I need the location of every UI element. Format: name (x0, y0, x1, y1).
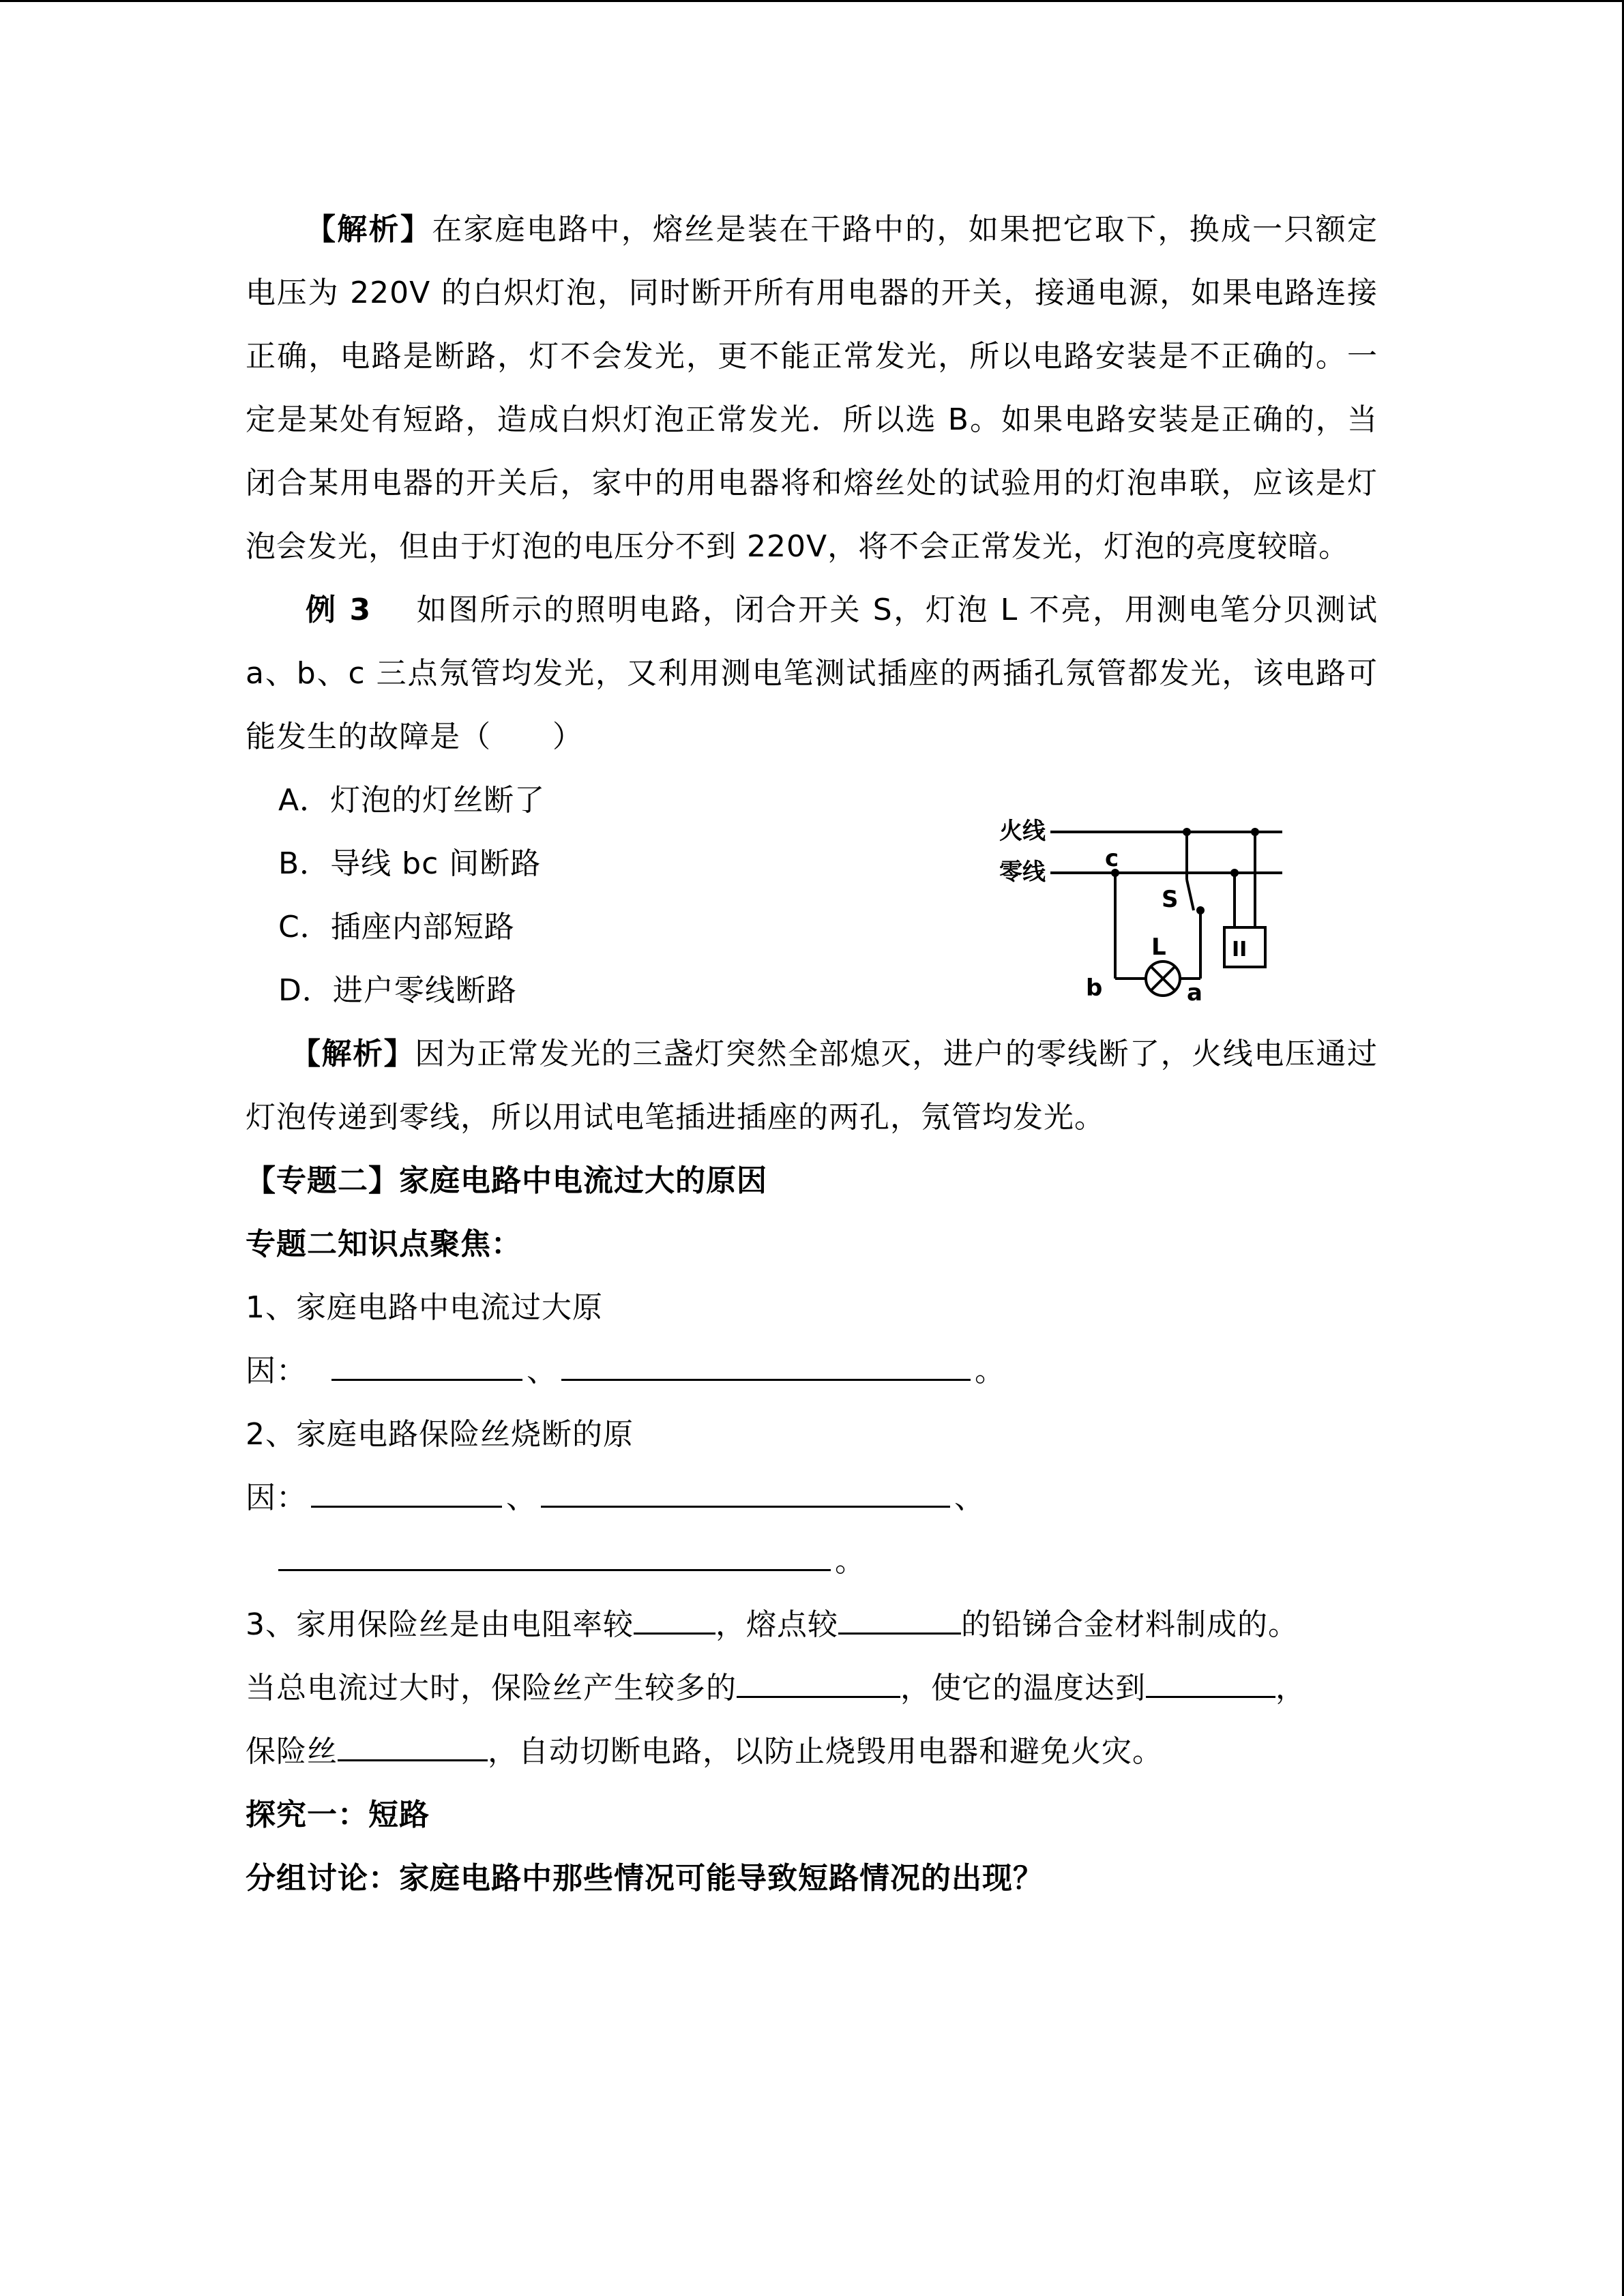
q2-separator-2: 、 (954, 1480, 985, 1515)
lamp-label: L (1151, 934, 1166, 961)
q3-text-1: 3、家用保险丝是由电阻率较 (246, 1607, 634, 1642)
q3-text-8: ，自动切断电路，以防止烧毁用电器和避免火灾。 (488, 1734, 1163, 1769)
analysis-paragraph-2 (246, 1022, 1378, 1149)
example-3-question (246, 578, 1378, 769)
question-1-line-2 (246, 1339, 1378, 1403)
analysis-paragraph-1 (246, 198, 1378, 578)
question-2-line-1: 2、家庭电路保险丝烧断的原 (246, 1417, 634, 1452)
live-label: 火线 (999, 818, 1046, 845)
q3-blank-5[interactable] (338, 1732, 488, 1761)
q1-end: 。 (974, 1354, 1005, 1388)
q3-text-4: 当总电流过大时，保险丝产生较多的 (246, 1671, 737, 1705)
question-3-line-1 (246, 1593, 1378, 1656)
q3-text-7: 保险丝 (246, 1734, 338, 1769)
q3-blank-2[interactable] (838, 1605, 961, 1635)
example-text: 如图所示的照明电路，闭合开关 S，灯泡 L 不亮，用测电笔分贝测试 a、b、c 三点氖管均发光，又利用测电笔测试插座的两插孔氖管都发光，该电路可能发生的故障是（ ） (246, 593, 1378, 754)
q2-end: 。 (835, 1544, 866, 1579)
question-3-line-2 (246, 1656, 1378, 1720)
question-2-line-2 (246, 1466, 1378, 1530)
q3-blank-4[interactable] (1146, 1669, 1275, 1698)
q3-text-6: ， (1275, 1671, 1306, 1705)
junction-switch (1183, 828, 1191, 836)
junction-socket-neutral (1230, 869, 1239, 877)
analysis-text-2: 因为正常发光的三盏灯突然全部熄灭，进户的零线断了，火线电压通过灯泡传递到零线，所以用试电笔插进插座的两孔，氖管均发光。 (246, 1037, 1378, 1135)
option-d: D．进户零线断路 (278, 973, 517, 1008)
q1-prefix: 因： (246, 1354, 307, 1388)
analysis-label: 【解析】 (306, 212, 432, 247)
option-a: A．灯泡的灯丝断了 (278, 783, 546, 818)
q1-blank-2[interactable] (561, 1352, 971, 1381)
switch-contact (1196, 906, 1205, 914)
q3-blank-1[interactable] (634, 1605, 715, 1635)
question-3-line-3 (246, 1720, 1378, 1783)
option-c: C．插座内部短路 (278, 910, 515, 944)
topic-2-title: 【专题二】家庭电路中电流过大的原因 (246, 1163, 767, 1198)
point-b-label: b (1086, 974, 1103, 1002)
socket-symbol: II (1232, 938, 1247, 961)
option-b: B．导线 bc 间断路 (278, 846, 542, 881)
q2-blank-2[interactable] (541, 1478, 950, 1508)
analysis-text: 在家庭电路中，熔丝是装在干路中的，如果把它取下，换成一只额定电压为 220V 的白炽灯泡，同时断开所有用电器的开关，接通电源，如果电路连接正确，电路是断路，灯不会发光，更不能正常发光，所以电路安装是不正确的。一定是某处有短路，造成白炽灯泡正常发光．所以选 B。如果电路安装是正确的，当闭合某用电器的开关后，家中的用电器将和熔丝处的试验用的灯泡串联，应该是灯泡会发光，但由于灯泡的电压分不到 220V，将不会正常发光，灯泡的亮度较暗。 (246, 212, 1378, 564)
q2-separator: 、 (506, 1480, 537, 1515)
example-label: 例 3 (306, 593, 372, 627)
document-body (246, 198, 1378, 1910)
topic-2-focus-title: 专题二知识点聚焦： (246, 1227, 522, 1262)
q3-text-5: ，使它的温度达到 (900, 1671, 1146, 1705)
q2-blank-3[interactable] (278, 1542, 831, 1571)
switch-blade (1187, 880, 1194, 910)
q3-blank-3[interactable] (737, 1669, 900, 1698)
explore-1-discussion: 分组讨论：家庭电路中那些情况可能导致短路情况的出现？ (246, 1861, 1044, 1896)
q2-prefix: 因： (246, 1480, 307, 1515)
q2-blank-1[interactable] (311, 1478, 502, 1508)
q1-separator: 、 (526, 1354, 557, 1388)
question-1-line-1: 1、家庭电路中电流过大原 (246, 1290, 603, 1325)
q3-text-3: 的铅锑合金材料制成的。 (961, 1607, 1299, 1642)
point-a-label: a (1187, 979, 1202, 1007)
q3-text-2: ，熔点较 (715, 1607, 838, 1642)
explore-1-title: 探究一：短路 (246, 1798, 430, 1832)
neutral-label: 零线 (999, 859, 1046, 886)
switch-label: S (1162, 886, 1179, 913)
circuit-diagram (982, 805, 1296, 1023)
point-c-label: c (1105, 845, 1119, 872)
q1-blank-1[interactable] (331, 1352, 522, 1381)
analysis-label-2: 【解析】 (291, 1037, 415, 1071)
question-2-line-3 (246, 1530, 1378, 1593)
junction-socket-live (1251, 828, 1259, 836)
